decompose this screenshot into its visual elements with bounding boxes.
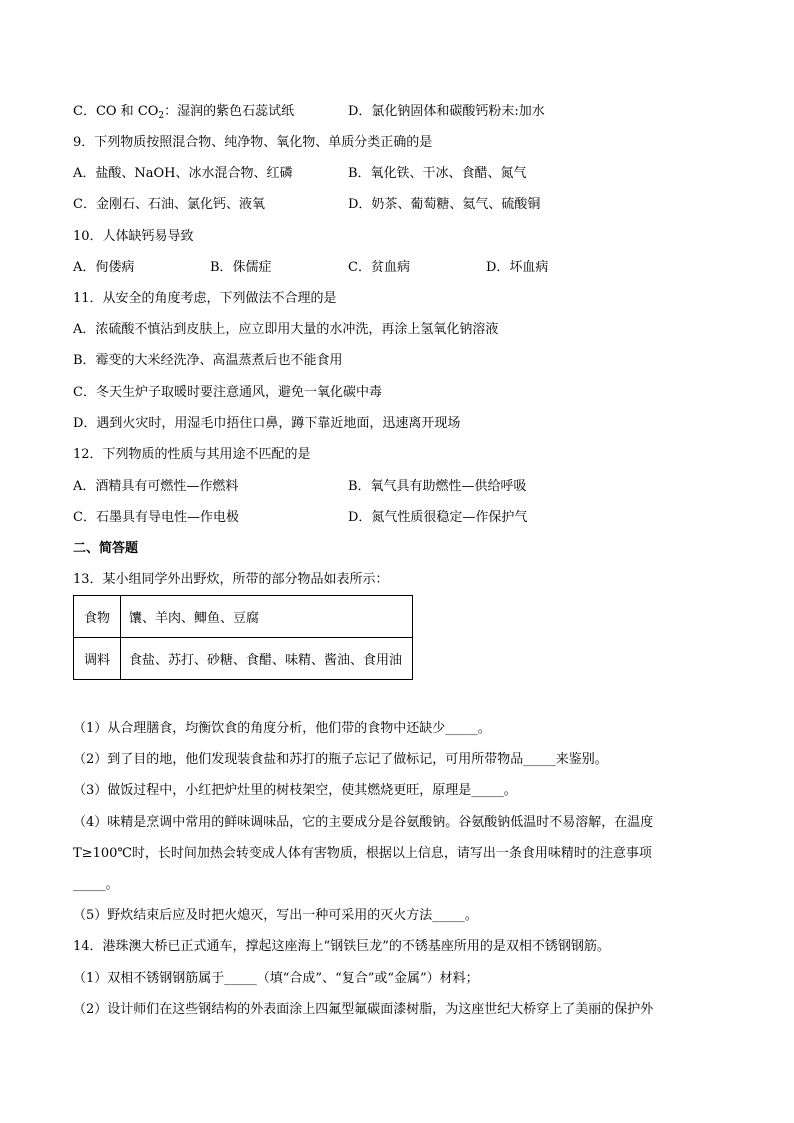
q11-stem: 11．从安全的角度考虑，下列做法不合理的是 bbox=[73, 291, 337, 306]
table-key-cell: 调料 bbox=[74, 638, 121, 680]
q13-part-4-line-3: _____。 bbox=[73, 877, 119, 892]
q13-part-4-line-2: T≥100℃时，长时间加热会转变成人体有害物质，根据以上信息，请写出一条食用味精时的注意事项 bbox=[73, 846, 652, 861]
q10-option-b: B．侏儒症 bbox=[210, 260, 272, 275]
q10-option-c: C．贫血病 bbox=[348, 260, 410, 275]
q14-part-2: （2）设计师们在这些钢结构的外表面涂上四氟型氟碳面漆树脂，为这座世纪大桥穿上了美丽的保护外 bbox=[73, 1002, 654, 1017]
table-row bbox=[74, 596, 413, 638]
q8-option-c: C．CO 和 $CO_2$：湿润的紫色石蕊试纸 bbox=[73, 104, 295, 121]
q13-part-5: （5）野炊结束后应及时把火熄灭，写出一种可采用的灭火方法_____。 bbox=[73, 908, 478, 923]
q12-option-a: A．酒精具有可燃性—作燃料 bbox=[73, 479, 239, 494]
q12-option-d: D．氮气性质很稳定—作保护气 bbox=[348, 510, 528, 525]
q11-option-b: B．霉变的大米经洗净、高温蒸煮后也不能食用 bbox=[73, 353, 343, 368]
q10-option-a: A．佝偻病 bbox=[73, 260, 135, 275]
q10-option-d: D．坏血病 bbox=[486, 260, 549, 275]
q8-option-d: D．氯化钠固体和碳酸钙粉末:加水 bbox=[348, 104, 545, 119]
q11-option-d: D．遇到火灾时，用湿毛巾捂住口鼻，蹲下靠近地面，迅速离开现场 bbox=[73, 416, 461, 431]
table-value-cell: 食盐、苏打、砂糖、食醋、味精、酱油、食用油 bbox=[121, 638, 413, 680]
q9-option-c: C．金刚石、石油、氯化钙、液氧 bbox=[73, 197, 265, 212]
q12-option-c: C．石墨具有导电性—作电极 bbox=[73, 510, 239, 525]
table-value-cell: 馕、羊肉、鲫鱼、豆腐 bbox=[121, 596, 413, 638]
table-key-cell: 食物 bbox=[74, 596, 121, 638]
q11-option-a: A．浓硫酸不慎沾到皮肤上，应立即用大量的水冲洗，再涂上氢氧化钠溶液 bbox=[73, 322, 499, 337]
q14-part-1: （1）双相不锈钢钢筋属于_____（填“合成”、“复合”或“金属”）材料； bbox=[73, 971, 479, 986]
supplies-table bbox=[73, 595, 413, 680]
table-row bbox=[74, 638, 413, 680]
q13-stem: 13．某小组同学外出野炊，所带的部分物品如表所示： bbox=[73, 572, 389, 587]
q9-option-b: B．氧化铁、干冰、食醋、氮气 bbox=[348, 166, 527, 181]
q9-stem: 9．下列物质按照混合物、纯净物、氧化物、单质分类正确的是 bbox=[73, 135, 433, 150]
q14-stem: 14．港珠澳大桥已正式通车，撑起这座海上“钢铁巨龙”的不锈基座所用的是双相不锈钢钢筋。 bbox=[73, 939, 610, 954]
q13-part-4-line-1: （4）味精是烹调中常用的鲜味调味品，它的主要成分是谷氨酸钠。谷氨酸钠低温时不易溶解，在温度 bbox=[73, 815, 654, 830]
q13-part-1: （1）从合理膳食，均衡饮食的角度分析，他们带的食物中还缺少_____。 bbox=[73, 721, 491, 736]
q12-stem: 12．下列物质的性质与其用途不匹配的是 bbox=[73, 447, 311, 462]
q11-option-c: C．冬天生炉子取暖时要注意通风，避免一氧化碳中毒 bbox=[73, 385, 382, 400]
q9-option-a: A．盐酸、NaOH、冰水混合物、红磷 bbox=[73, 166, 293, 181]
q12-option-b: B．氧气具有助燃性—供给呼吸 bbox=[348, 479, 527, 494]
section-heading: 二、简答题 bbox=[73, 541, 139, 556]
q10-stem: 10．人体缺钙易导致 bbox=[73, 229, 194, 244]
q13-part-3: （3）做饭过程中，小红把炉灶里的树枝架空，使其燃烧更旺，原理是_____。 bbox=[73, 783, 517, 798]
q9-option-d: D．奶茶、葡萄糖、氦气、硫酸铜 bbox=[348, 197, 541, 212]
q13-part-2: （2）到了目的地，他们发现装食盐和苏打的瓶子忘记了做标记，可用所带物品_____来鉴别。 bbox=[73, 752, 608, 767]
